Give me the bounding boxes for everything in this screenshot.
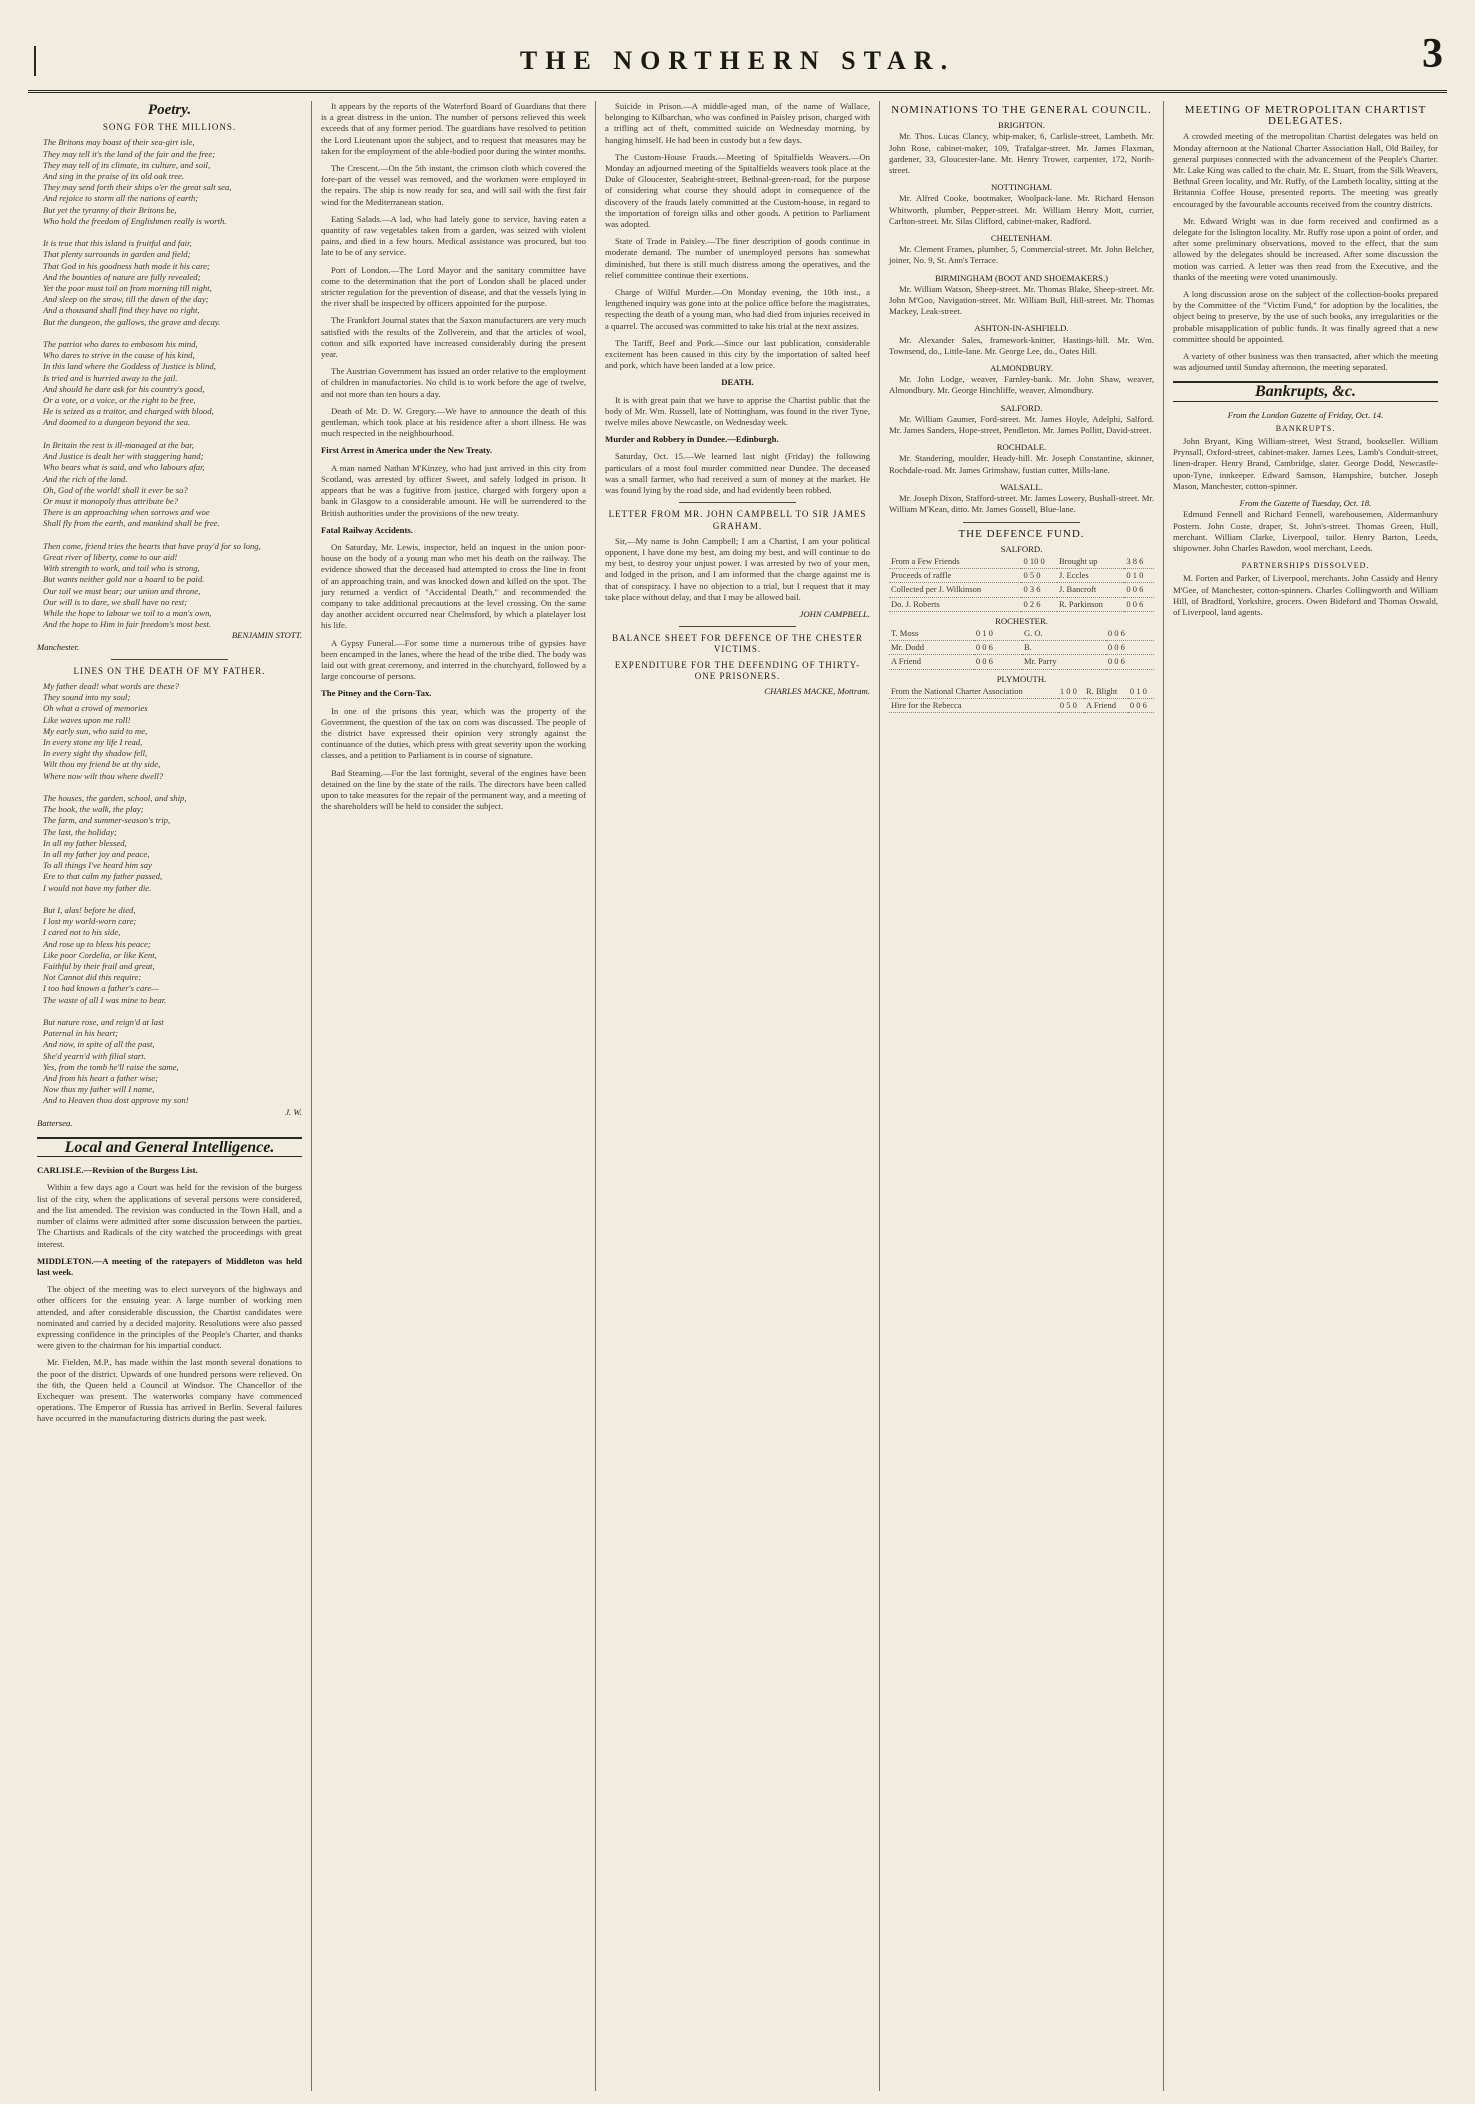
balance-signature: CHARLES MACKE, Mottram.	[764, 685, 870, 696]
waterford-paragraph: It appears by the reports of the Waterford Board of Guardians that there is a great distress in the union. The number of persons relieved this week exceeds that of any former period. The guardians have resolved to petition the Lord Lieutenant upon the subject, and to request that measures may be taken for the employment of the able-bodied poor during the winter months.	[321, 101, 586, 156]
town-rochdale: ROCHDALE.	[996, 442, 1047, 453]
carlisle-heading: CARLISLE.—Revision of the Burgess List.	[37, 1165, 198, 1176]
meeting-body-2: Mr. Edward Wright was in due form received and confirmed as a delegate for the Islington locality. Mr. Ruffy rose upon a point of order, and after some preliminary observations, moved to the effect, that the sum allowed by the delegates should be increased. After some discussion the motion was carried. A letter was then read from the Executive, and the thanks of the meeting were voted unanimously.	[1173, 215, 1438, 282]
letter-heading: LETTER FROM MR. JOHN CAMPBELL TO SIR JAMES GRAHAM.	[608, 509, 867, 531]
local-intelligence-heading: Local and General Intelligence.	[37, 1137, 302, 1157]
ledger-row: From the National Charter Association 1 0 0 R. Blight 0 1 0	[889, 685, 1154, 699]
balance-heading: BALANCE SHEET FOR DEFENCE OF THE CHESTER VICTIMS.	[612, 633, 863, 655]
murder-body: Saturday, Oct. 15.—We learned last night (Friday) the following particulars of a most foul murder committed near Dundee. The deceased was a small farmer, who had received a sum of money at the market. He was found lying by the road side, and had evidently been robbed.	[605, 451, 870, 496]
defence-fund-subheading: SALFORD.	[1000, 543, 1043, 554]
fire-heading: The Pitney and the Corn-Tax.	[321, 688, 432, 699]
column-3	[596, 101, 880, 2091]
partnerships-list: M. Forten and Parker, of Liverpool, merchants. John Cassidy and Henry M'Gee, of Manchester, cotton-spinners. Charles Collingworth and William Hill, of Bradford, Yorkshire, grocers. Owen Bideford and Thomas Oswald, of Liverpool, land agents.	[1173, 573, 1438, 617]
defence-fund-heading: THE DEFENCE FUND.	[958, 527, 1085, 540]
defence-ledger	[889, 555, 1154, 612]
funeral-paragraph: A Gypsy Funeral.—For some time a numerous tribe of gypsies have been encamped in the lanes, where the head of the tribe died. The body was laid out with great ceremony, and interred in the churchyard, followed by a large concourse of persons.	[321, 637, 586, 682]
newspaper-title: THE NORTHERN STAR.	[519, 46, 956, 75]
meeting-heading: MEETING OF METROPOLITAN CHARTIST DELEGATES.	[1184, 104, 1427, 128]
bankrupts-list-1: John Bryant, King William-street, West Strand, bookseller. William Prynsall, Oxford-street, cabinet-maker. James Lees, Lamb's Conduit-street, linen-draper. Henry Brand, Cambridge, slater. George Dodd, Newcastle-upon-Tyne, innkeeper. Edward Samson, Hampshire, butcher. Joseph Mason, Manchester, cotton-spinner.	[1173, 436, 1438, 491]
fatal-accident-body: On Saturday, Mr. Lewis, inspector, held an inquest in the union poor-house on the body of a young man who met his death on the railway. The evidence showed that the deceased had attempted to cross the line in front of an approaching train, and was knocked down and killed on the spot. The jury returned a verdict of "Accidental Death," and recommended the company to take additional precautions at the level crossing. On the same day another accident occurred near Chelmsford, by which a platelayer lost his life.	[321, 541, 586, 631]
rochester-ledger	[889, 627, 1154, 670]
poem1-title: SONG FOR THE MILLIONS.	[102, 122, 237, 133]
bankrupts-heading: Bankrupts, &c.	[1173, 381, 1438, 401]
walsall-list: Mr. Joseph Dixon, Stafford-street. Mr. James Lowery, Bushall-street. Mr. William M'Kean, ditto. Mr. James Gossell, Blue-lane.	[889, 493, 1154, 515]
murder-heading: Murder and Robbery in Dundee.—Edinburgh.	[605, 434, 779, 445]
ledger-row: Hire for the Rebecca 0 5 0 A Friend 0 0 6	[889, 698, 1154, 712]
poem1-author: BENJAMIN STOTT.	[231, 630, 302, 641]
middleton-heading: MIDDLETON.—A meeting of the ratepayers of Middleton was held last week.	[37, 1255, 302, 1277]
town-almondbury: ALMONDBURY.	[990, 363, 1053, 374]
column-1	[28, 101, 312, 2091]
nottingham-list: Mr. Alfred Cooke, bootmaker, Woolpack-lane. Mr. Richard Henson Whitworth, plumber, Pepper-street. Mr. William Henry Mott, currier, Carlton-street. Mr. Silas Clifford, cabinet-maker, Radford.	[889, 193, 1154, 226]
town-birmingham: BIRMINGHAM (BOOT AND SHOEMAKERS.)	[934, 272, 1109, 283]
poem2-place: Battersea.	[37, 1117, 73, 1128]
column-4	[880, 101, 1164, 2091]
ledger-row: From a Few Friends 0 10 0 Brought up 3 8 6	[889, 555, 1154, 569]
first-arrest-body: A man named Nathan M'Kinzey, who had just arrived in this city from Scotland, was arrested by officer Sweet, and safely lodged in prison. It appears that he was a fugitive from justice, charged with forgery upon a bank in Glasgow to a considerable amount. He will be surrendered to the British authorities under the provisions of the new treaty.	[321, 462, 586, 518]
meeting-body: A crowded meeting of the metropolitan Chartist delegates was held on Monday afternoon at the National Charter Association Hall, Old Bailey, for general purposes connected with the advancement of the People's Charter. Mr. Lake King was called to the chair. Mr. E. Stuart, from the Silk Weavers, Bethnal Green locality, and Mr. Ruffy, of the Lambeth locality, sitting at the Britannia Coffee House, presented reports. The meeting was greatly encouraged by the favourable accounts received from the country districts.	[1173, 131, 1438, 209]
divider	[679, 626, 796, 627]
death-heading-3: DEATH.	[721, 377, 754, 388]
nominations-heading: NOMINATIONS TO THE GENERAL COUNCIL.	[891, 104, 1152, 116]
ledger-row: T. Moss 0 1 0 G. O. 0 0 6	[889, 627, 1154, 641]
column-5	[1164, 101, 1447, 2091]
page-number: 3	[1422, 31, 1443, 77]
columns	[28, 101, 1447, 2091]
bankrupts-label: BANKRUPTS.	[1275, 423, 1336, 433]
divider	[963, 522, 1080, 523]
divider	[679, 502, 796, 503]
ledger-row: Proceeds of raffle 0 5 0 J. Eccles 0 1 0	[889, 569, 1154, 583]
cheltenham-list: Mr. Clement Frames, plumber, 5, Commercial-street. Mr. John Belcher, joiner, No. 9, St. Ann's Terrace.	[889, 244, 1154, 266]
rochdale-list: Mr. Standering, moulder, Heady-hill. Mr. Joseph Constantine, skinner, Rochdale-road. Mr. James Grimshaw, fustian cutter, Mills-lane.	[889, 453, 1154, 475]
gazette-friday: From the London Gazette of Friday, Oct. 14.	[1227, 409, 1384, 420]
carlisle-body: Within a few days ago a Court was held for the revision of the burgess list of the city, when the applications of several persons were considered, and the list amended. The revision was conducted in the Town Hall, and a number of claims were admitted after some discussion between the parties. The Chartists and Radicals of the city watched the proceedings with great interest.	[37, 1182, 302, 1249]
brighton-list: Mr. Thos. Lucas Clancy, whip-maker, 6, Carlisle-street, Lambeth. Mr. John Rose, cabinet-maker, 109, Trafalgar-street. Mr. James Flaxman, gardener, 33, Gloucester-lane. Mr. Henry Trower, carpenter, 172, North-street.	[889, 131, 1154, 176]
fatal-accident-heading: Fatal Railway Accidents.	[321, 524, 413, 535]
port-paragraph: Port of London.—The Lord Mayor and the sanitary committee have come to the determination that the port of London shall be placed under stricter regulation for the prevention of disease, and that the vessels lying in the river shall be inspected by officers appointed for the purpose.	[321, 264, 586, 309]
death-notice: It is with great pain that we have to apprise the Chartist public that the body of Mr. Wm. Russell, late of Nottingham, was found in the river Tyne, twelve miles above Newcastle, on Wednesday week.	[605, 394, 870, 428]
eating-paragraph: Eating Salads.—A lad, who had lately gone to service, having eaten a quantity of raw vegetables taken from a garden, was seized with violent pains, and died in a few hours. Medical assistance was procured, but too late to be of any service.	[321, 213, 586, 258]
suicide-paragraph: Suicide in Prison.—A middle-aged man, of the name of Wallace, belonging to Kilbarchan, who was confined in Paisley prison, charged with a trifling act of theft, committed suicide on Wednesday morning, by hanging himself. He had been in custody but a few days.	[605, 101, 870, 145]
town-walsall: WALSALL.	[1000, 481, 1043, 492]
meeting-body-4: A variety of other business was then transacted, after which the meeting was adjourned until Sunday afternoon, the meeting separated.	[1173, 351, 1438, 373]
plymouth-heading: PLYMOUTH.	[996, 673, 1047, 684]
poem2-author: J. W.	[285, 1106, 302, 1117]
austrian-paragraph: The Austrian Government has issued an order relative to the employment of children in manufactories. No child is to work before the age of twelve, and not more than ten hours a day.	[321, 366, 586, 399]
poem1-body: The Britons may boast of their sea-girt isle, They may tell it's the land of the fair and the free; They may tell of its climate, its culture, and soil, And sing in the praise of its old oak tree. They may send forth their ships o'er the great salt sea, And rejoice to storm all the nations of earth; But yet the tyranny of their Britons be, Who hold the freedom of Englishmen really is worth. It is true that this island is fruitful and fair, That plenty surrounds in garden and field; That God in his goodness hath made it his care; And the bounties of nature are fully revealed; Yet the poor must toil on from morning till night, And sleep on the straw, till the dawn of the day; And a thousand shall find they have no right, But the dungeon, the gallows, the grave and decay. The patriot who dares to embosom his mind, Who dares to strive in the cause of his kind, In this land where the Goddess of Justice is blind, Is tried and is hurried away to the jail. And should he dare ask for his country's good, Or a vote, or a voice, or the right to be free, He is seized as a traitor, and charged with blood, And doomed to a dungeon beyond the sea. In Britain the rest is ill-managed at the bar, And Justice is dealt her with staggering hand; Who bears what is said, and who labours afar, And the rich of the land. Oh, God of the world! shall it ever be so? Or must it monopoly thus attribute be? There is an approaching when sorrows and woe Shall fly from the earth, and mankind shall be free. Then come, friend tries the hearts that have pray'd for so long, Great river of liberty, come to our aid! With strength to work, and toil who is strong, But wants neither gold nor a hoard to be paid. Our toil we must bear; our union and throne, Our will is to dare, we shall have no rest; While the hope to labour we toil to a man's own, And the hope to Him in fair freedom's most best.	[43, 137, 261, 630]
divider	[111, 659, 228, 660]
town-salford: SALFORD.	[1000, 402, 1043, 413]
column-2	[312, 101, 596, 2091]
misc-paragraphs: Mr. Fielden, M.P., has made within the last month several donations to the poor of the district. Upwards of one hundred persons were relieved. On the 6th, the Queen held a Council at Windsor. The Chancellor of the Exchequer was present. The waterworks company have commenced operations. The Emperor of Russia has arrived in Berlin. Several failures have occurred in the manufacturing districts during the past week.	[37, 1357, 302, 1424]
custom-paragraph: The Custom-House Frauds.—Meeting of Spitalfields Weavers.—On Monday an adjourned meeting of the Spitalfields weavers took place at the Duke of Gloucester, Seabright-street, Bethnal-green-road, for the purpose of considering what course they should adopt in consequence of the discovery of the frauds lately committed at the Custom-house, in regard to the importation of foreign silks and other goods. A petition to Parliament was adopted.	[605, 151, 870, 230]
rochester-heading: ROCHESTER.	[995, 615, 1048, 626]
charge-paragraph: Charge of Wilful Murder.—On Monday evening, the 10th inst., a lengthened inquiry was gone into at the police office before the magistrates, respecting the death of a young man, who had died from injuries received in a quarrel. The accused was committed to take his trial at the next assizes.	[605, 287, 870, 331]
letter-body: Sir,—My name is John Campbell; I am a Chartist, I am your political opponent, I have done my best, am doing my best, and will continue to do my best, to destroy your unjust power. I was arrested by two of your men, and lodged in the prison, and I am informed that the charge against me is that of conspiracy. I have no objection to a trial, but I request that it may take place without delay, and that I may be allowed bail.	[605, 535, 870, 602]
cruelty-paragraph: The Crescent.—On the 5th instant, the crimson cloth which covered the fore-part of the vessel was removed, and the workmen were employed in the repairs. The ship is now ready for sea, and will sail with the first fair wind for the Mediterranean station.	[321, 163, 586, 207]
plymouth-ledger	[889, 685, 1154, 713]
first-arrest-heading: First Arrest in America under the New Treaty.	[321, 445, 492, 456]
town-cheltenham: CHELTENHAM.	[990, 233, 1053, 244]
ledger-row: Mr. Dodd 0 0 6 B. 0 0 6	[889, 641, 1154, 655]
almondbury-list: Mr. John Lodge, weaver, Farnley-bank. Mr. John Shaw, weaver, Almondbury. Mr. George Hinchliffe, weaver, Almondbury.	[889, 374, 1154, 396]
letter-signature: JOHN CAMPBELL.	[799, 608, 870, 619]
town-nottingham: NOTTINGHAM.	[990, 182, 1053, 193]
middleton-body: The object of the meeting was to elect surveyors of the highways and other officers for the ensuing year. A large number of working men attended, and after considerable discussion, the Chartist candidates were nominated and carried by a decided majority. Resolutions were also passed expressing confidence in the principles of the People's Charter, and thanks were given to the chairman for his impartial conduct.	[37, 1284, 302, 1351]
ledger-row: Collected per J. Wilkinson 0 3 6 J. Bancroft 0 0 6	[889, 583, 1154, 597]
poem1-place: Manchester.	[37, 641, 80, 652]
town-ashton: ASHTON-IN-ASHFIELD.	[974, 323, 1069, 334]
bones-paragraph: The Tariff, Beef and Pork.—Since our last publication, considerable excitement has been caused in this city by the importation of salted beef and pork, which have been landed at a low price.	[605, 337, 870, 371]
frankfort-paragraph: The Frankfort Journal states that the Saxon manufacturers are very much satisfied with the results of the Zollverein, and that the articles of wool, cotton and silk exported have increased considerably during the present year.	[321, 315, 586, 360]
poem2-title: LINES ON THE DEATH OF MY FATHER.	[73, 665, 266, 676]
death-paragraph: Death of Mr. D. W. Gregory.—We have to announce the death of this gentleman, which took place at his residence after a short illness. He was much respected in the neighbourhood.	[321, 405, 586, 439]
ledger-row: A Friend 0 0 6 Mr. Parry 0 0 6	[889, 655, 1154, 669]
fire-body-2: Bad Steaming.—For the last fortnight, several of the engines have been detained on the line by the state of the rails. The directors have been called upon to take measures for the repair of the permanent way, and a meeting of the shareholders will be held to consider the subject.	[321, 767, 586, 812]
partnerships-heading: PARTNERSHIPS DISSOLVED.	[1241, 561, 1370, 571]
masthead	[28, 0, 1447, 93]
salford-list: Mr. William Gaumer, Ford-street. Mr. James Hoyle, Adelphi, Salford. Mr. James Sanders, Hope-street, Pendleton. Mr. James Pollitt, David-street.	[889, 413, 1154, 436]
fire-body: In one of the prisons this year, which was the property of the Government, the question of the tax on corn was discussed. The people of the district have expressed their opinion very strongly against the continuance of the duties, which press with great severity upon the working classes, and a petition to Parliament is in course of signature.	[321, 705, 586, 761]
town-brighton: BRIGHTON.	[998, 120, 1045, 131]
gazette-tuesday: From the Gazette of Tuesday, Oct. 18.	[1239, 498, 1372, 509]
expenditure-heading: EXPENDITURE FOR THE DEFENDING OF THIRTY-ONE PRISONERS.	[614, 659, 861, 681]
poetry-heading: Poetry.	[147, 102, 192, 118]
paisley-paragraph: State of Trade in Paisley.—The finer description of goods continue in moderate demand. The number of unemployed persons has somewhat diminished, but there is still much distress among the operatives, and the relief committee continue their exertions.	[605, 236, 870, 280]
bankrupts-list-2: Edmund Fennell and Richard Fennell, warehousemen, Aldermanbury Postern. John Coste, draper, St. John's-street. Thomas Green, Hull, merchant. William Clarke, Liverpool, tailor. Henry Barton, Leeds, shipowner. John Charles Rawdon, wool merchant, Leeds.	[1173, 509, 1438, 553]
meeting-body-3: A long discussion arose on the subject of the collection-books prepared by the Committee of the "Victim Fund," for adoption by the localities, the object being to preserve, by the use of such books, any irregularities or the probable misapplication of public funds. It was finally agreed that a new committee should be appointed.	[1173, 289, 1438, 344]
ledger-row: Do. J. Roberts 0 2 6 R. Parkinson 0 0 6	[889, 597, 1154, 611]
birmingham-list: Mr. William Watson, Sheep-street. Mr. Thomas Blake, Sheep-street. Mr. John M'Goo, Navigation-street. Mr. William Bull, Hill-street. Mr. Thomas Mackey, Leak-street.	[889, 283, 1154, 317]
poem2-body: My father dead! what words are these? They sound into my soul; Oh what a crowd of memories Like waves upon me roll! My early sun, who said to me, In every stone my life I read, In every sight thy shadow fell, Wilt thou my friend be at thy side, Where now wilt thou where dwell? The houses, the garden, school, and ship, The book, the walk, the play; The farm, and summer-season's trip, The last, the holiday; In all my father blessed, In all my father joy and peace, To all things I've heard him say Ere to that calm my father passed, I would not have my father die. But I, alas! before he died, I lost my world-worn care; I cared not to his side, And rose up to bless his peace; Like poor Cordelia, or like Kent, Faithful by their frail and great, Not Cannot did this require: I too had known a father's care— The waste of all I was mine to bear. But nature rose, and reign'd at last Paternal in his heart; And now, in spite of all the past, She'd yearn'd with filial start. Yes, from the tomb he'll raise the same, And from his heart a father wise; Now thus my father will I name, And to Heaven thou dost approve my son!	[43, 680, 189, 1106]
ashton-list: Mr. Alexander Sales, framework-knitter, Hastings-hill. Mr. Wm. Townsend, do., Little-lane. Mr. George Lee, do., Oates Hill.	[889, 334, 1154, 356]
